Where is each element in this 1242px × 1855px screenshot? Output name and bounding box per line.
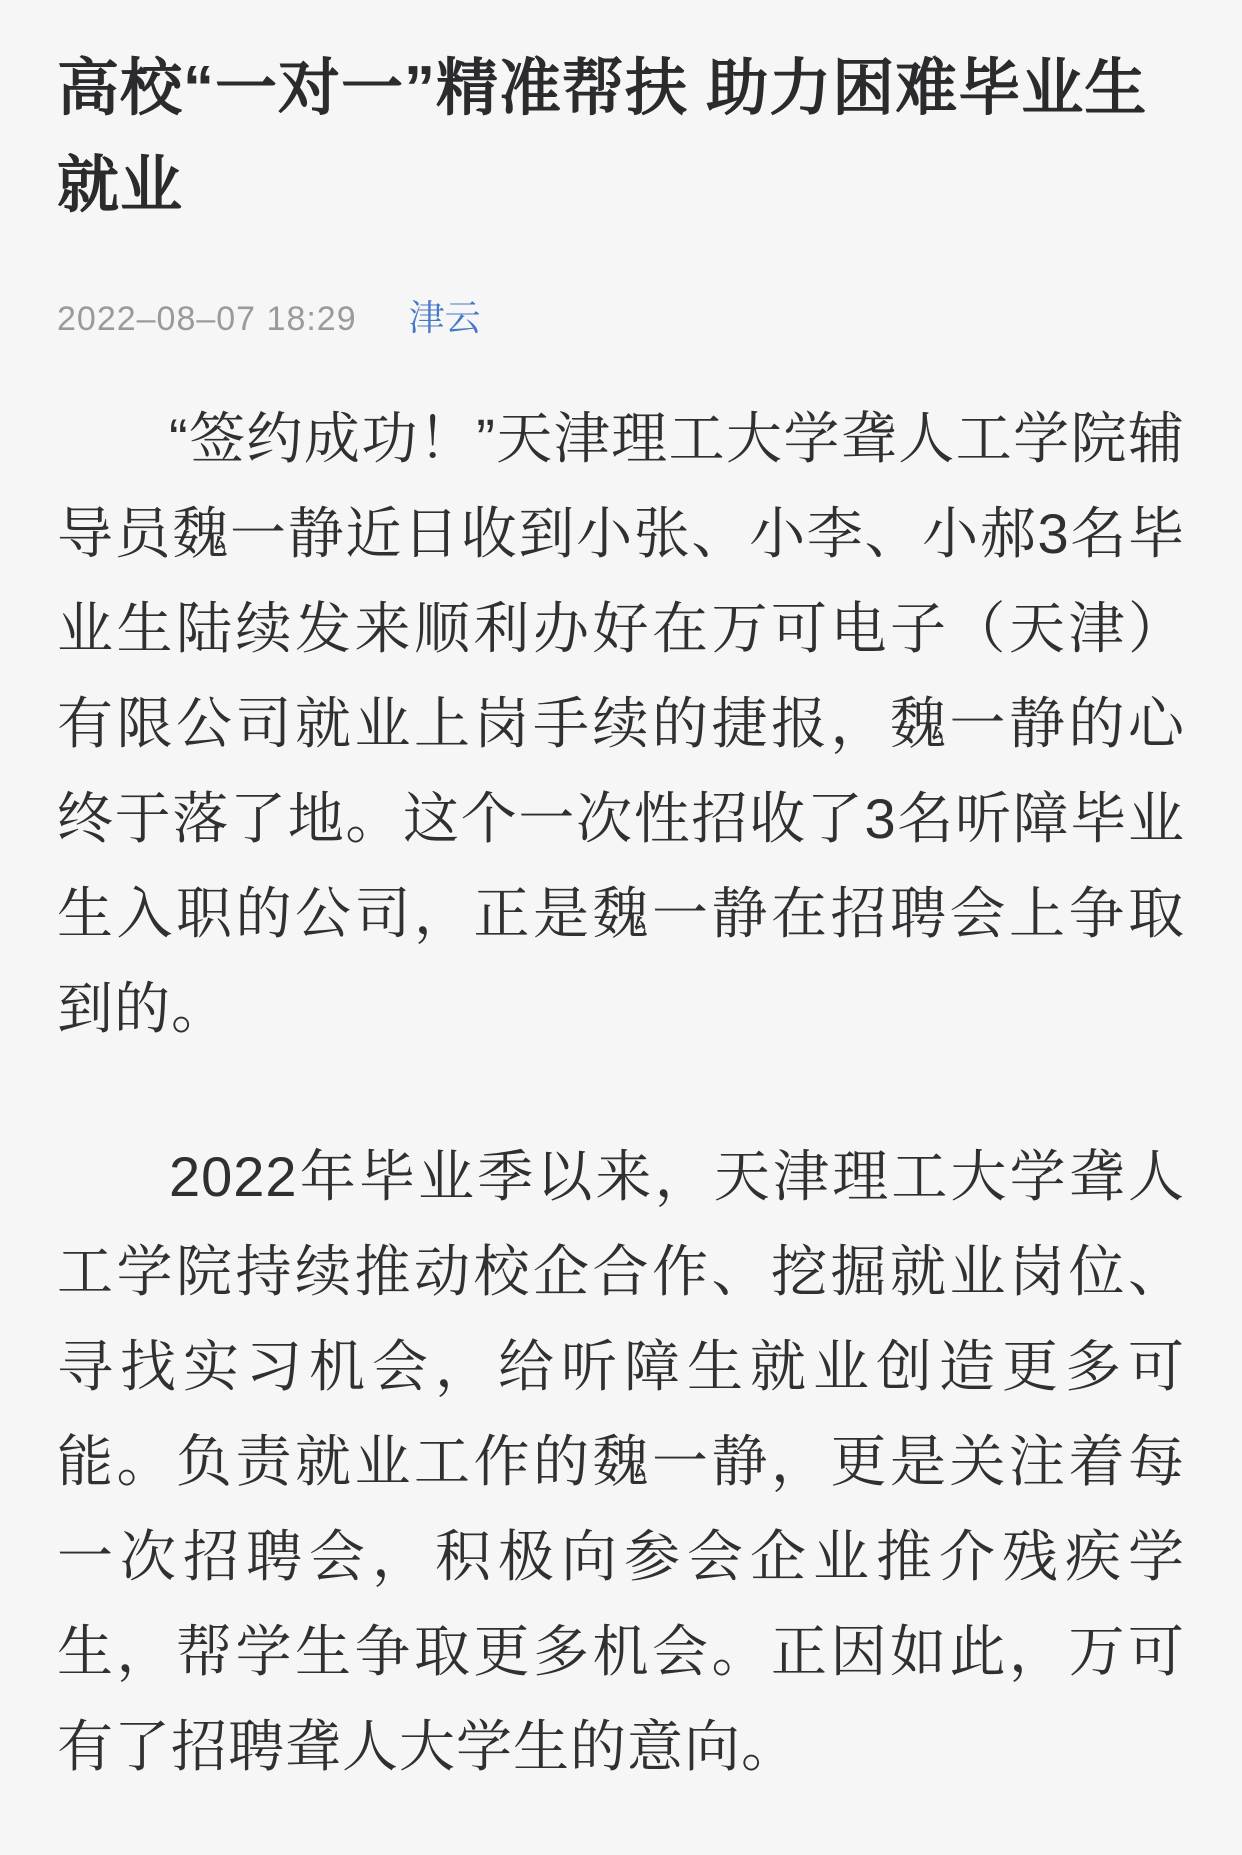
article-paragraph: “签约成功！”天津理工大学聋人工学院辅导员魏一静近日收到小张、小李、小郝3名毕业生陆续发来顺利办好在万可电子（天津）有限公司就业上岗手续的捷报，魏一静的心终于落了地。这个一次性招收了3名听障毕业生入职的公司，正是魏一静在招聘会上争取到的。: [57, 407, 1185, 1040]
article-body: [57, 391, 1185, 1794]
article-meta: [57, 290, 1185, 341]
article-title: 高校“一对一”精准帮扶 助力困难毕业生就业: [57, 54, 1148, 220]
article-paragraph: 2022年毕业季以来，天津理工大学聋人工学院持续推动校企合作、挖掘就业岗位、寻找实习机会，给听障生就业创造更多可能。负责就业工作的魏一静，更是关注着每一次招聘会，积极向参会企业推介残疾学生，帮学生争取更多机会。正因如此，万可有了招聘聋人大学生的意向。: [57, 1145, 1185, 1778]
article-container: [0, 40, 1242, 1794]
source-link[interactable]: 津云: [408, 297, 481, 338]
publish-datetime: 2022–08–07 18:29: [57, 300, 357, 338]
